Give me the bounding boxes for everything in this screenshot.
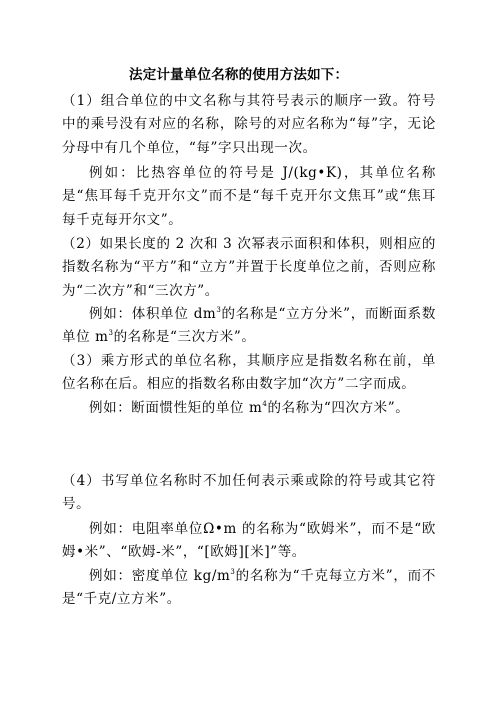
paragraph-2: （2）如果长度的 2 次和 3 次幂表示面积和体积，则相应的指数名称为“平方”和“立方”并置于长度单位之前，否则应称为“二次方”和“三次方”。: [62, 236, 436, 299]
exponent: 4: [262, 400, 268, 408]
paragraph-example-4: 例如：电阻率单位Ω•m 的名称为“欧姆米”，而不是“欧姆•米”、“欧姆-米”，“[欧姆][米]”等。: [62, 521, 436, 561]
paragraph-example-1: 例如：比热容单位的符号是 J/(kg•K)，其单位名称是“焦耳每千克开尔文”而不是“每千克开尔文焦耳”或“焦耳每千克每开尔文”。: [62, 165, 436, 228]
paragraph-4: （4）书写单位名称时不加任何表示乘或除的符号或其它符号。: [62, 473, 436, 513]
exponent: 3: [108, 329, 114, 338]
paragraph-example-3: 例如：断面惯性矩的单位 $m^4$的名称为“四次方米”。: [89, 400, 410, 416]
paragraph-example-5: 例如：密度单位 $kg/m^3$的名称为“千克每立方米”，而不是“千克/立方米”。: [62, 568, 436, 608]
paragraph-example-2: 例如：体积单位 $dm^3$的名称是“立方分米”，而断面系数单位 $m^3$的名称是“三次方米”。: [62, 306, 437, 346]
exponent: 3: [230, 568, 236, 576]
paragraph-1: （1）组合单位的中文名称与其符号表示的顺序一致。符号中的乘号没有对应的名称，除号的对应名称为“每”字，无论分母中有几个单位，“每”字只出现一次。: [62, 93, 436, 156]
paragraph-3: （3）乘方形式的单位名称，其顺序应是指数名称在前，单位名称在后。相应的指数名称由数字加“次方”二字而成。: [62, 353, 436, 393]
exponent: 3: [216, 306, 222, 314]
document-title: 法定计量单位名称的使用方法如下：: [129, 67, 349, 83]
